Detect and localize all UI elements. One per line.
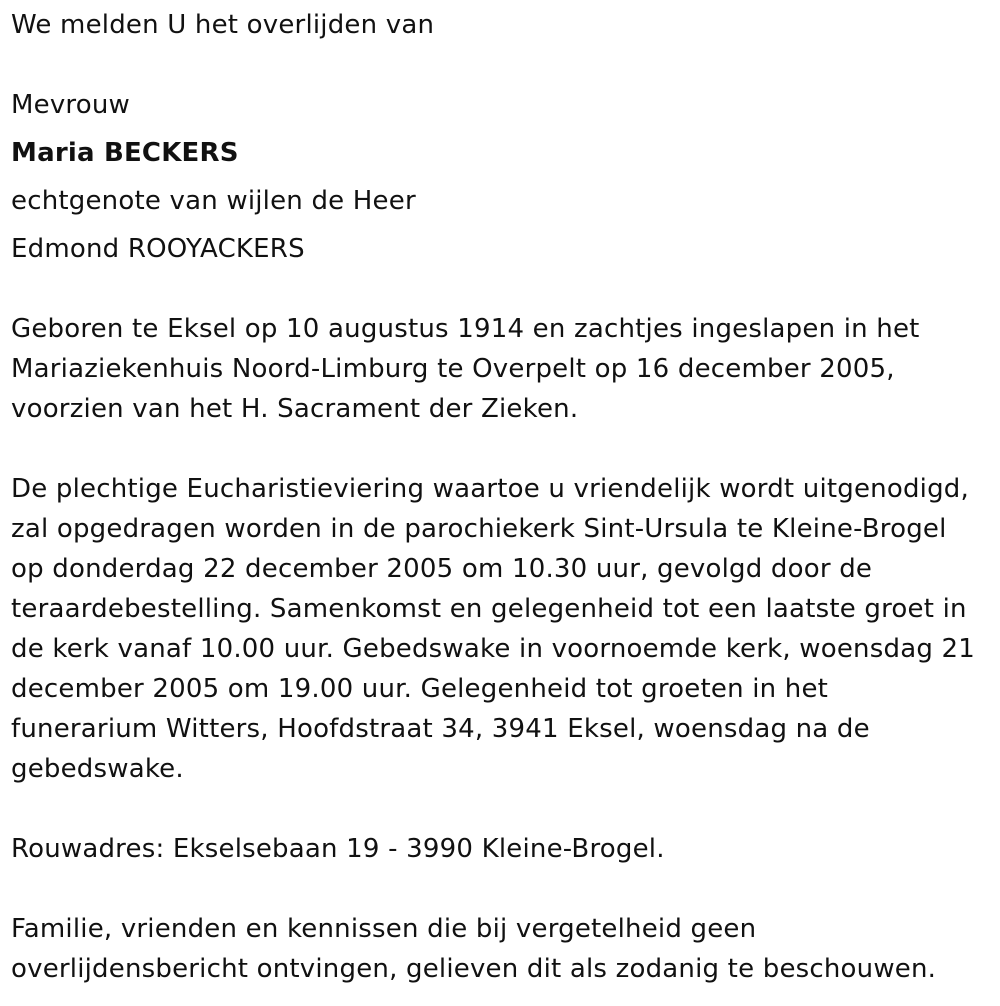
paragraph-line: gebedswake. — [11, 754, 184, 784]
paragraph-line: op donderdag 22 december 2005 om 10.30 uur, gevolgd door de — [11, 554, 873, 584]
closing-paragraph — [11, 909, 996, 989]
paragraph-line: december 2005 om 19.00 uur. Gelegenheid tot groeten in het — [11, 674, 829, 704]
relation-text: echtgenote van wijlen de Heer — [11, 186, 416, 216]
ceremony-paragraph — [11, 469, 996, 789]
paragraph-line: de kerk vanaf 10.00 uur. Gebedswake in voornoemde kerk, woensdag 21 — [11, 634, 975, 664]
honorific: Mevrouw — [11, 90, 130, 120]
paragraph-line: Familie, vrienden en kennissen die bij vergetelheid geen — [11, 914, 757, 944]
paragraph-line: overlijdensbericht ontvingen, gelieven dit als zodanig te beschouwen. — [11, 954, 937, 984]
paragraph-line: Mariaziekenhuis Noord-Limburg te Overpelt op 16 december 2005, — [11, 354, 895, 384]
mourning-address: Rouwadres: Ekselsebaan 19 - 3990 Kleine-Brogel. — [11, 834, 665, 864]
paragraph-line: De plechtige Eucharistieviering waartoe u vriendelijk wordt uitgenodigd, — [11, 474, 969, 504]
deceased-name: Maria BECKERS — [11, 138, 239, 168]
paragraph-line: Geboren te Eksel op 10 augustus 1914 en zachtjes ingeslapen in het — [11, 314, 920, 344]
paragraph-line: zal opgedragen worden in de parochiekerk Sint-Ursula te Kleine-Brogel — [11, 514, 947, 544]
paragraph-line: teraardebestelling. Samenkomst en gelegenheid tot een laatste groet in — [11, 594, 967, 624]
spouse-name: Edmond ROOYACKERS — [11, 234, 305, 264]
paragraph-line: voorzien van het H. Sacrament der Zieken. — [11, 394, 579, 424]
birth-death-paragraph — [11, 309, 996, 429]
intro-text: We melden U het overlijden van — [11, 10, 435, 40]
paragraph-line: funerarium Witters, Hoofdstraat 34, 3941 Eksel, woensdag na de — [11, 714, 870, 744]
